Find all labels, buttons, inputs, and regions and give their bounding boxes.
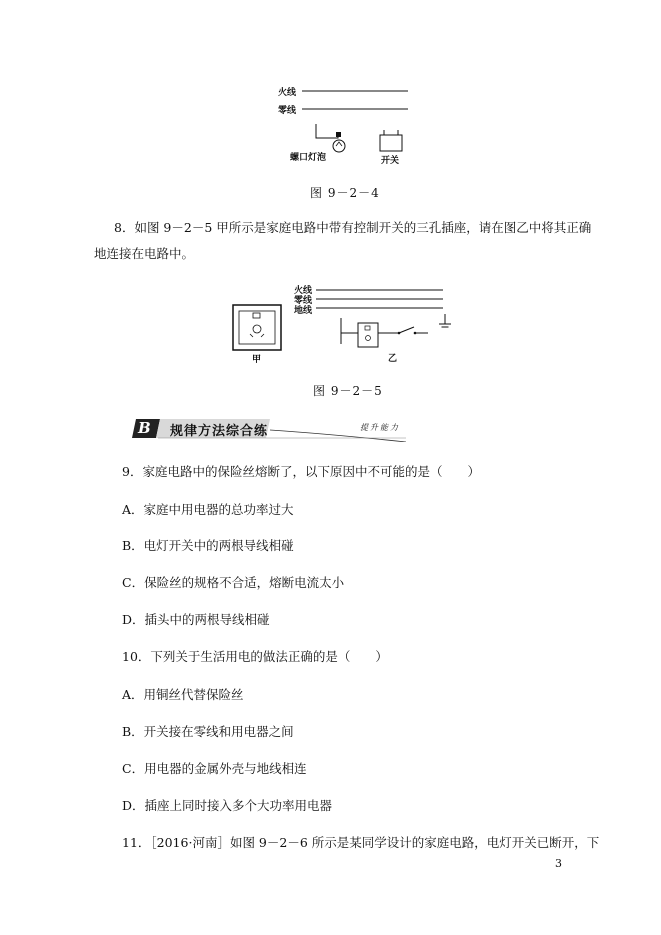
ground-wire-label: 地线 bbox=[294, 306, 313, 316]
figure-caption-9-2-5: 图 9－2－5 bbox=[313, 384, 383, 398]
question-11-line-1: 11．［2016·河南］如图 9－2－6 所示是某同学设计的家庭电路，电灯开关已断开，下 bbox=[122, 835, 600, 850]
section-header bbox=[130, 416, 410, 442]
question-10-option-d: D．插座上同时接入多个大功率用电器 bbox=[122, 798, 333, 813]
switch-label: 开关 bbox=[381, 156, 400, 166]
question-9-option-c: C．保险丝的规格不合适，熔断电流太小 bbox=[122, 575, 345, 590]
lamp-label: 螺口灯泡 bbox=[290, 153, 327, 163]
section-title: 规律方法综合练 bbox=[170, 424, 269, 439]
question-9-stem: 9．家庭电路中的保险丝熔断了，以下原因中不可能的是（ ） bbox=[122, 464, 480, 479]
question-10-option-a: A．用铜丝代替保险丝 bbox=[122, 687, 244, 702]
figure-9-2-5-drawing bbox=[228, 280, 458, 362]
question-9-option-a: A．家庭中用电器的总功率过大 bbox=[122, 502, 294, 517]
live-wire-label: 火线 bbox=[294, 286, 313, 296]
question-9-option-d: D．插头中的两根导线相碰 bbox=[122, 612, 270, 627]
question-8-line-2: 地连接在电路中。 bbox=[94, 246, 195, 261]
question-9-option-b: B．电灯开关中的两根导线相碰 bbox=[122, 538, 294, 553]
switch-box-icon bbox=[380, 130, 402, 151]
question-10-option-b: B．开关接在零线和用电器之间 bbox=[122, 724, 294, 739]
question-10-stem: 10．下列关于生活用电的做法正确的是（ ） bbox=[122, 649, 388, 664]
figure-label-b: 乙 bbox=[388, 354, 398, 364]
lamp-bulb-icon bbox=[316, 124, 345, 152]
neutral-wire-label: 零线 bbox=[294, 296, 313, 306]
three-hole-socket-icon bbox=[233, 305, 281, 350]
section-subtitle: 提升能力 bbox=[360, 423, 400, 432]
live-wire-label: 火线 bbox=[278, 88, 297, 98]
circuit-socket-icon bbox=[341, 318, 378, 347]
figure-label-a: 甲 bbox=[252, 355, 262, 365]
ground-symbol-icon bbox=[439, 314, 451, 327]
page-number: 3 bbox=[555, 857, 562, 870]
question-10-option-c: C．用电器的金属外壳与地线相连 bbox=[122, 761, 307, 776]
figure-9-2-4 bbox=[270, 80, 420, 168]
switch-symbol-icon bbox=[378, 327, 428, 334]
neutral-wire-label: 零线 bbox=[278, 106, 297, 116]
figure-9-2-5 bbox=[228, 280, 458, 365]
question-8-line-1: 8．如图 9－2－5 甲所示是家庭电路中带有控制开关的三孔插座，请在图乙中将其正确 bbox=[114, 220, 592, 235]
section-badge: B bbox=[138, 419, 151, 437]
figure-caption-9-2-4: 图 9－2－4 bbox=[310, 186, 380, 200]
